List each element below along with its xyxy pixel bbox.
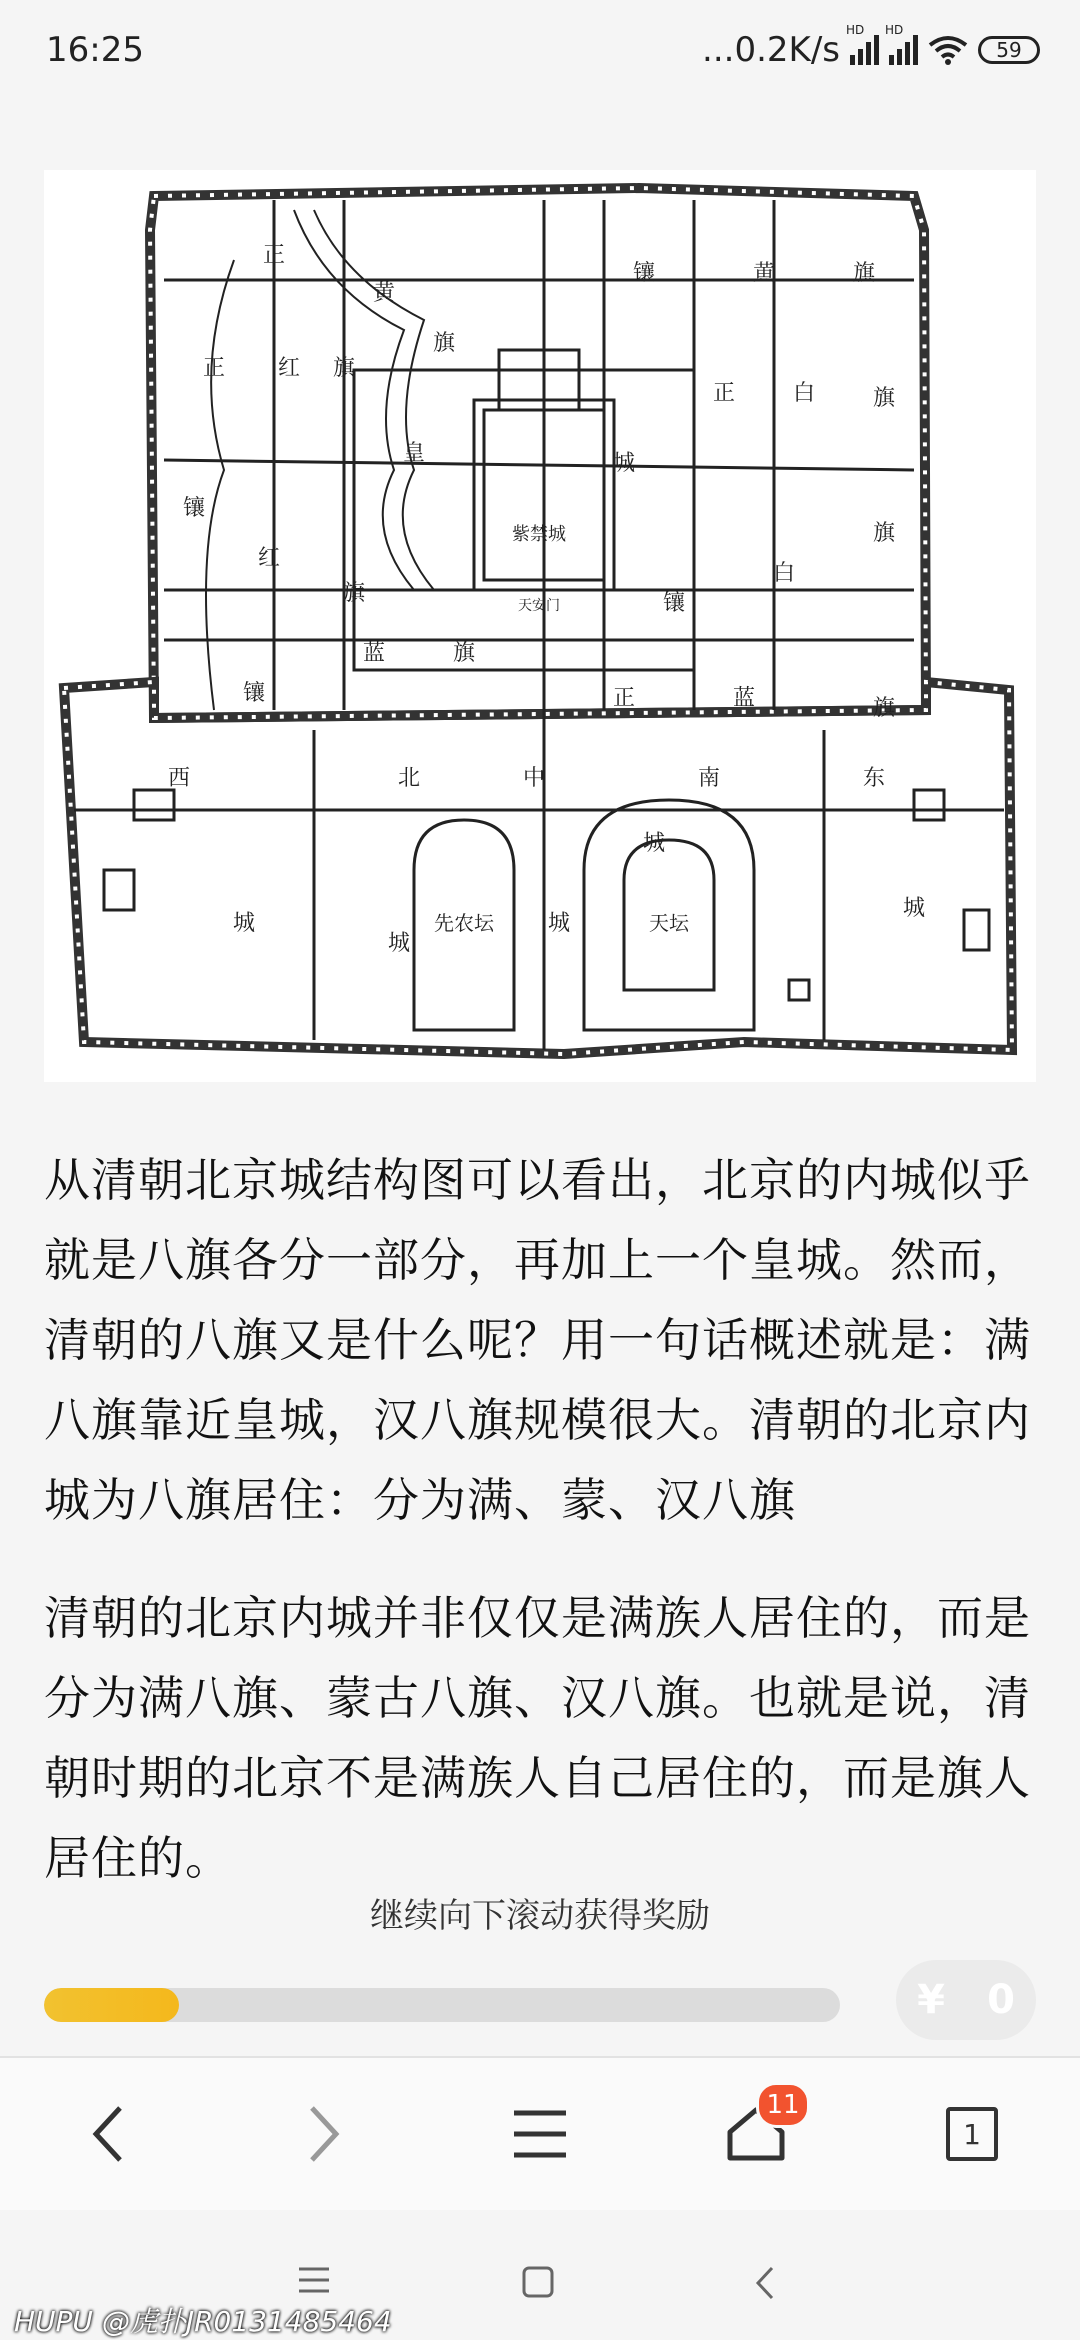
map-label: 黄: [372, 281, 396, 306]
wifi-icon: [928, 35, 968, 65]
coin-icon[interactable]: [896, 1960, 1036, 2040]
map-label: 镶: [632, 261, 656, 286]
chevron-right-icon: [304, 2104, 344, 2164]
status-icons: [702, 23, 1040, 70]
notification-badge: 11: [756, 2082, 810, 2128]
yuan-symbol: ¥: [917, 1977, 945, 2023]
tabs-button[interactable]: [912, 2074, 1032, 2194]
map-label: 城: [612, 451, 636, 476]
back-button[interactable]: [48, 2074, 168, 2194]
map-label: 城: [547, 911, 571, 936]
map-label: 城: [232, 911, 256, 936]
map-label: 旗: [452, 641, 476, 666]
map-label: 正: [612, 686, 636, 711]
map-label: 紫禁城: [512, 524, 566, 545]
map-label: 旗: [332, 356, 356, 381]
hd-label: HD: [885, 23, 904, 37]
map-label: 城: [387, 931, 411, 956]
map-label: 红: [277, 356, 301, 381]
map-label: 城: [642, 831, 666, 856]
square-icon[interactable]: [522, 2266, 554, 2298]
battery-level: 59: [996, 38, 1022, 62]
map-label: 先农坛: [434, 911, 494, 935]
map-label: 旗: [432, 331, 456, 356]
watermark: HUPU @虎扑JR0131485464: [14, 2305, 392, 2338]
map-label: 正: [202, 356, 226, 381]
network-speed: ...0.2K/s: [702, 30, 840, 70]
chevron-left-icon: [88, 2104, 128, 2164]
home-button[interactable]: [696, 2074, 816, 2194]
status-time: 16:25: [46, 30, 144, 70]
map-label: 天坛: [649, 911, 689, 935]
reward-progress-bar: [44, 1988, 840, 2022]
signal-icon: [885, 23, 918, 65]
signal-icon: [846, 23, 879, 65]
map-label: 正: [262, 243, 286, 268]
map-label: 白: [772, 561, 796, 586]
article-paragraph: 从清朝北京城结构图可以看出，北京的内城似乎就是八旗各分一部分，再加上一个皇城。然而，清朝的八旗又是什么呢？用一句话概述就是：满八旗靠近皇城，汉八旗规模很大。清朝的北京内城为八旗居住：分为满、蒙、汉八旗: [44, 1153, 1031, 1527]
map-label: 镶: [662, 591, 686, 616]
forward-button[interactable]: [264, 2074, 384, 2194]
hd-label: HD: [846, 23, 865, 37]
map-label: 旗: [872, 696, 896, 721]
battery-icon: [978, 36, 1040, 64]
map-label: 白: [792, 381, 816, 406]
map-label: 旗: [872, 386, 896, 411]
coin-count: 0: [987, 1977, 1015, 2023]
article-paragraph: 清朝的北京内城并非仅仅是满族人居住的，而是分为满八旗、蒙古八旗、汉八旗。也就是说，清朝时期的北京不是满族人自己居住的，而是旗人居住的。: [44, 1591, 1031, 1885]
status-bar: [0, 0, 1080, 100]
article-body: [44, 1140, 1038, 1936]
map-label: 黄: [752, 261, 776, 286]
back-icon[interactable]: [754, 2266, 776, 2300]
map-label: 中: [522, 766, 546, 791]
map-label: 旗: [872, 521, 896, 546]
map-label: 南: [697, 766, 721, 791]
reward-progress-fill: [44, 1988, 179, 2022]
map-label: 镶: [182, 496, 206, 521]
map-label: 蓝: [732, 686, 756, 711]
map-label: 正: [712, 381, 736, 406]
map-label: 蓝: [362, 641, 386, 666]
tab-count: 1: [946, 2107, 998, 2161]
map-label: 旗: [342, 581, 366, 606]
menu-button[interactable]: [480, 2074, 600, 2194]
map-label: 东: [862, 766, 886, 791]
map-label: 城: [902, 896, 926, 921]
menu-icon[interactable]: [298, 2266, 330, 2294]
beijing-map-image: [44, 170, 1036, 1082]
menu-icon: [512, 2109, 568, 2159]
browser-nav-bar: [0, 2056, 1080, 2210]
map-label: 皇: [402, 441, 426, 466]
map-label: 西: [167, 766, 191, 791]
map-label: 天安门: [518, 598, 560, 614]
map-label: 旗: [852, 261, 876, 286]
map-label: 红: [257, 546, 281, 571]
map-label: 北: [397, 766, 421, 791]
reward-prompt: 继续向下滚动获得奖励: [370, 1896, 710, 1936]
map-label: 镶: [242, 681, 266, 706]
